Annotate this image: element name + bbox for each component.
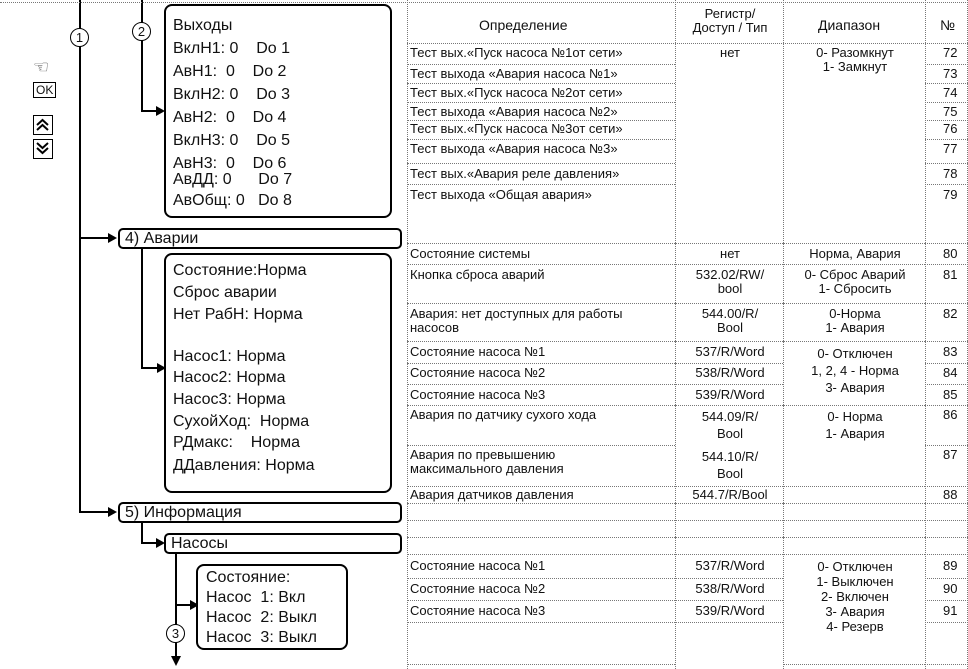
- table-row-line: [407, 537, 675, 538]
- table-row-line: [925, 102, 968, 103]
- cell-range: 0- Норма 1- Авария: [825, 409, 885, 441]
- table-row-line: [925, 503, 968, 504]
- outputs-line: АвН3: 0 Do 6: [173, 155, 287, 172]
- cell-range: 0- Сброс Аварий 1- Сбросить: [804, 267, 906, 296]
- table-row-line: [407, 554, 675, 555]
- cell-range: 0- Отключен 1, 2, 4 - Норма 3- Авария: [811, 346, 899, 395]
- table-row-line: [675, 537, 783, 538]
- table-row-line: [675, 243, 783, 244]
- outputs-line: ВклН2: 0 Do 3: [173, 86, 291, 103]
- tree-main-line: [79, 0, 81, 512]
- table-row-line: [925, 405, 968, 406]
- table-row-line: [925, 341, 968, 342]
- alarms-header: 4) Аварии: [125, 230, 199, 247]
- table-row-line: [783, 664, 925, 665]
- table-row-line: [407, 163, 675, 164]
- table-row-line: [407, 520, 675, 521]
- outputs-line: АвОбщ: 0 Do 8: [173, 192, 292, 209]
- cell-definition: Состояние насоса №2: [410, 365, 546, 380]
- down-button[interactable]: [33, 139, 53, 159]
- table-row-line: [675, 554, 783, 555]
- alarms-line: Сброс аварии: [173, 284, 277, 301]
- branch-pumps-box: [175, 604, 191, 606]
- table-row-line: [925, 445, 968, 446]
- outputs-line: АвН2: 0 Do 4: [173, 109, 287, 126]
- cell-definition: Состояние насоса №3: [410, 603, 546, 618]
- cell-number: 85: [943, 387, 958, 402]
- pumps-line: Насос 3: Выкл: [206, 629, 317, 646]
- cell-register: 544.7/R/Bool: [692, 487, 768, 502]
- up-button[interactable]: [33, 115, 53, 135]
- double-chevron-down-icon: [34, 140, 51, 157]
- cell-definition: Тест вых.«Пуск насоса №3от сети»: [410, 121, 623, 136]
- table-row-line: [0, 2, 968, 3]
- table-row-line: [407, 139, 675, 140]
- cell-range: 0- Разомкнут 1- Замкнут: [816, 45, 894, 74]
- header-register: Регистр/ Доступ / Тип: [692, 6, 768, 35]
- arrow-down-end: [171, 656, 181, 666]
- table-col-line: [407, 0, 408, 669]
- marker-1: 1: [70, 28, 89, 47]
- cell-number: 82: [943, 306, 958, 321]
- table-row-line: [675, 578, 783, 579]
- table-row-line: [783, 243, 925, 244]
- table-row-line: [407, 384, 675, 385]
- alarms-line: Состояние:Норма: [173, 262, 307, 279]
- table-row-line: [783, 341, 925, 342]
- tree-sub-branch: [141, 110, 157, 112]
- branch-pumps: [141, 542, 157, 544]
- table-row-line: [675, 405, 783, 406]
- table-row-line: [407, 83, 675, 84]
- cell-register: 537/R/Word: [695, 344, 765, 359]
- cell-number: 84: [943, 365, 958, 380]
- cell-register: 539/R/Word: [695, 603, 765, 618]
- table-row-line: [675, 503, 783, 504]
- cell-definition: Авария по датчику сухого хода: [410, 407, 597, 422]
- cell-number: 91: [943, 603, 958, 618]
- cell-definition: Состояние насоса №3: [410, 387, 546, 402]
- tree-info-line: [141, 521, 143, 543]
- cell-number: 89: [943, 558, 958, 573]
- cell-range: 0- Отключен 1- Выключен 2- Включен 3- Авария 4- Резерв: [816, 559, 894, 634]
- outputs-line: АвДД: 0 Do 7: [173, 171, 293, 188]
- alarms-line: Насос2: Норма: [173, 369, 286, 386]
- table-row-line: [783, 303, 925, 304]
- cell-definition: Тест выхода «Авария насоса №3»: [410, 141, 618, 156]
- table-row-line: [675, 520, 783, 521]
- tree-sub-line: [141, 0, 143, 112]
- table-row-line: [783, 405, 925, 406]
- cell-number: 77: [943, 141, 958, 156]
- cell-register: 538/R/Word: [695, 581, 765, 596]
- table-row-line: [783, 537, 925, 538]
- cell-definition: Тест вых.«Авария реле давления»: [410, 166, 620, 181]
- pumps-header: Насосы: [171, 535, 229, 552]
- pumps-line: Насос 1: Вкл: [206, 589, 306, 606]
- table-row-line: [925, 264, 968, 265]
- outputs-line: ВклН3: 0 Do 5: [173, 132, 291, 149]
- arrow-info: [108, 507, 117, 517]
- table-row-line: [407, 363, 675, 364]
- cell-number: 76: [943, 121, 958, 136]
- cell-register: 544.09/R/ Bool: [701, 409, 759, 441]
- cell-definition: Авария датчиков давления: [410, 487, 574, 502]
- table-row-line: [407, 664, 675, 665]
- cell-number: 83: [943, 344, 958, 359]
- cell-definition: Кнопка сброса аварий: [410, 267, 545, 282]
- cell-number: 75: [943, 104, 958, 119]
- cell-register: 538/R/Word: [695, 365, 765, 380]
- table-row-line: [407, 445, 675, 446]
- cell-definition: Авария по превышению максимального давления: [410, 447, 564, 476]
- table-row-line: [783, 264, 925, 265]
- table-row-line: [407, 600, 675, 601]
- cell-register: 544.00/R/ Bool: [701, 306, 759, 335]
- table-col-line: [783, 0, 784, 669]
- table-row-line: [925, 578, 968, 579]
- header-number: №: [940, 17, 956, 33]
- cell-register: 539/R/Word: [695, 387, 765, 402]
- table-row-line: [925, 664, 968, 665]
- table-row-line: [783, 554, 925, 555]
- alarms-line: Нет РабН: Норма: [173, 306, 303, 323]
- alarms-line: Насос1: Норма: [173, 348, 286, 365]
- table-row-line: [675, 622, 783, 623]
- cell-definition: Тест вых.«Пуск насоса №1от сети»: [410, 45, 623, 60]
- table-row-line: [675, 341, 783, 342]
- branch-alarms-box: [141, 367, 158, 369]
- cell-definition: Состояние насоса №2: [410, 581, 546, 596]
- cell-number: 88: [943, 487, 958, 502]
- pumps-line: Состояние:: [206, 569, 291, 586]
- table-row-line: [407, 243, 675, 244]
- cell-number: 87: [943, 447, 958, 462]
- table-row-line: [407, 264, 675, 265]
- table-row-line: [407, 503, 675, 504]
- table-col-line: [675, 0, 676, 669]
- cell-number: 81: [943, 267, 958, 282]
- cell-register: 544.10/R/ Bool: [701, 449, 759, 481]
- table-row-line: [783, 486, 925, 487]
- tree-alarms-line: [141, 246, 143, 368]
- table-row-line: [407, 341, 675, 342]
- cell-range: 0-Норма 1- Авария: [825, 306, 885, 335]
- table-row-line: [925, 163, 968, 164]
- double-chevron-up-icon: [34, 116, 51, 133]
- table-row-line: [925, 520, 968, 521]
- alarms-line: Насос3: Норма: [173, 391, 286, 408]
- table-row-line: [925, 64, 968, 65]
- table-row-line: [407, 578, 675, 579]
- alarms-line: РДмакс: Норма: [173, 434, 300, 451]
- cell-definition: Тест выхода «Авария насоса №1»: [410, 66, 618, 81]
- table-row-line: [925, 184, 968, 185]
- table-row-line: [407, 405, 675, 406]
- table-row-line: [675, 303, 783, 304]
- table-row-line: [407, 64, 675, 65]
- table-row-line: [925, 243, 968, 244]
- cell-number: 80: [943, 246, 958, 261]
- table-row-line: [675, 384, 783, 385]
- table-row-line: [925, 384, 968, 385]
- table-row-line: [675, 363, 783, 364]
- table-row-line: [675, 264, 783, 265]
- branch-alarms: [79, 237, 109, 239]
- cell-definition: Тест вых.«Пуск насоса №2от сети»: [410, 85, 623, 100]
- cell-number: 90: [943, 581, 958, 596]
- table-row-line: [407, 184, 675, 185]
- table-row-line: [925, 600, 968, 601]
- table-row-line: [675, 600, 783, 601]
- pumps-line: Насос 2: Выкл: [206, 609, 317, 626]
- cell-number: 72: [943, 45, 958, 60]
- table-row-line: [407, 43, 968, 44]
- table-row-line: [925, 363, 968, 364]
- ok-button[interactable]: OK: [33, 82, 56, 98]
- cell-definition: Состояние системы: [410, 246, 531, 261]
- info-header: 5) Информация: [125, 504, 242, 521]
- cell-definition: Авария: нет доступных для работы насосов: [410, 306, 623, 335]
- table-row-line: [925, 83, 968, 84]
- table-col-line: [925, 0, 926, 669]
- table-row-line: [407, 622, 675, 623]
- cell-register: 532.02/RW/ bool: [695, 267, 765, 296]
- marker-2: 2: [132, 22, 151, 41]
- cell-number: 74: [943, 85, 958, 100]
- cell-definition: Тест выхода «Общая авария»: [410, 187, 592, 202]
- table-row-line: [925, 554, 968, 555]
- cell-register: нет: [720, 246, 740, 261]
- table-row-line: [407, 303, 675, 304]
- cell-number: 79: [943, 187, 958, 202]
- cell-register: 537/R/Word: [695, 558, 765, 573]
- arrow-alarms: [108, 233, 117, 243]
- cell-range: Норма, Авария: [809, 246, 901, 261]
- header-definition: Определение: [479, 17, 568, 33]
- cell-definition: Состояние насоса №1: [410, 344, 546, 359]
- marker-3: 3: [166, 624, 185, 643]
- cell-number: 86: [943, 407, 958, 422]
- branch-info: [79, 511, 109, 513]
- cell-definition: Состояние насоса №1: [410, 558, 546, 573]
- alarms-line: ДДавления: Норма: [173, 457, 315, 474]
- table-row-line: [925, 303, 968, 304]
- table-row-line: [783, 520, 925, 521]
- alarms-line: СухойХод: Норма: [173, 413, 310, 430]
- table-row-line: [925, 622, 968, 623]
- header-range: Диапазон: [818, 17, 881, 33]
- cell-number: 73: [943, 66, 958, 81]
- outputs-line: Выходы: [173, 17, 233, 34]
- table-row-line: [925, 139, 968, 140]
- table-row-line: [783, 503, 925, 504]
- cell-definition: Тест выхода «Авария насоса №2»: [410, 104, 618, 119]
- hand-icon: ☜: [33, 57, 50, 77]
- outputs-line: ВклН1: 0 Do 1: [173, 40, 291, 57]
- cell-number: 78: [943, 166, 958, 181]
- table-row-line: [407, 102, 675, 103]
- outputs-line: АвН1: 0 Do 2: [173, 63, 287, 80]
- table-row-line: [925, 537, 968, 538]
- cell-register: нет: [720, 45, 740, 60]
